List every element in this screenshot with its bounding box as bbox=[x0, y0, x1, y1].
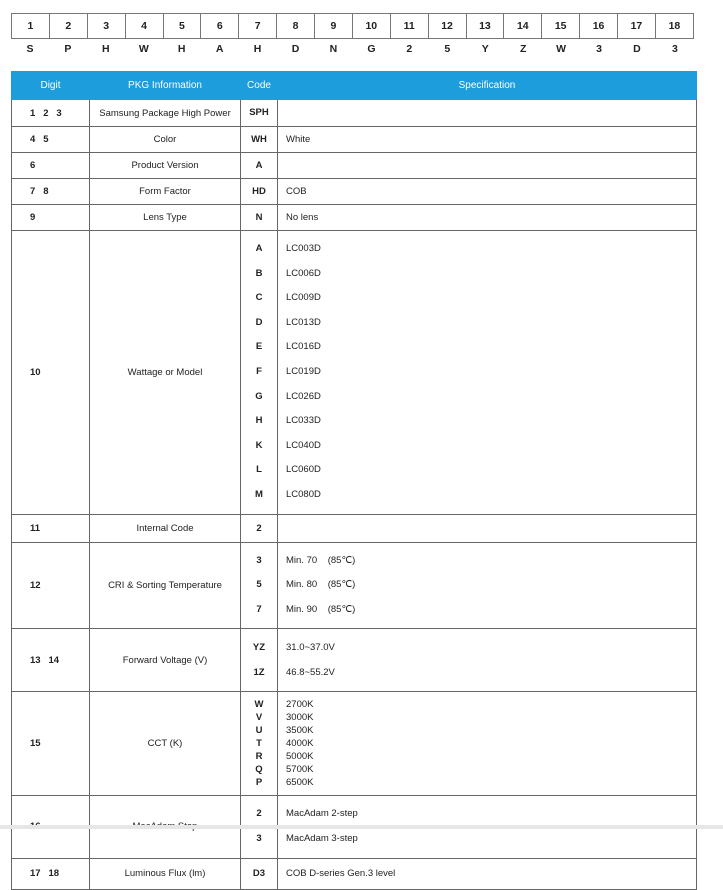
digit-letter-cell: S bbox=[26, 43, 34, 55]
specification-value bbox=[282, 515, 696, 542]
code-value: T bbox=[256, 738, 262, 750]
specification-value: LC019D bbox=[286, 366, 321, 377]
specification-value: MacAdam 3-step bbox=[286, 832, 358, 844]
digit-letter-cell: W bbox=[556, 43, 567, 55]
specification-value: 3500K bbox=[286, 725, 314, 737]
pkg-info-cell: Samsung Package High Power bbox=[90, 100, 241, 127]
specification-cell bbox=[278, 153, 697, 179]
digit-number-cell: 2 bbox=[49, 14, 87, 39]
specification-cell bbox=[278, 692, 697, 796]
code-cell bbox=[241, 100, 278, 127]
header-digit: Digit bbox=[12, 72, 90, 100]
specification-cell bbox=[278, 542, 697, 629]
digit-number-strip bbox=[11, 13, 694, 39]
specification-value: LC009D bbox=[286, 292, 321, 304]
digit-cell: 1 2 3 bbox=[12, 100, 90, 127]
code-value: A bbox=[255, 160, 263, 171]
code-cell bbox=[241, 692, 278, 796]
digit-letter-cell: D bbox=[633, 43, 641, 55]
specification-value: 3000K bbox=[286, 712, 314, 724]
digit-letter-cell: G bbox=[367, 43, 376, 55]
digit-cell: 12 bbox=[12, 542, 90, 629]
header-code: Code bbox=[241, 72, 278, 100]
digit-number-cell: 16 bbox=[580, 14, 618, 39]
digit-letter-strip bbox=[11, 39, 694, 59]
specification-value: MacAdam 2-step bbox=[286, 808, 358, 820]
specification-value bbox=[282, 153, 696, 178]
code-value: 2 bbox=[256, 808, 262, 820]
specification-value: 5000K bbox=[286, 751, 314, 763]
pkg-info-cell: Form Factor bbox=[90, 179, 241, 205]
specification-value bbox=[282, 100, 696, 126]
code-value: N bbox=[255, 212, 263, 223]
specification-value: LC013D bbox=[286, 316, 321, 328]
pkg-info-cell: Forward Voltage (V) bbox=[90, 629, 241, 692]
digit-number-cell: 9 bbox=[315, 14, 353, 39]
digit-letter-cell: 3 bbox=[596, 43, 602, 55]
pkg-info-cell: CCT (K) bbox=[90, 692, 241, 796]
specification-cell bbox=[278, 231, 697, 515]
specification-value: COB bbox=[286, 186, 307, 197]
specification-value: LC006D bbox=[286, 267, 321, 279]
code-cell bbox=[241, 205, 278, 231]
digit-letter-cell: N bbox=[329, 43, 338, 55]
specification-value: LC003D bbox=[286, 243, 321, 255]
specification-value: LC060D bbox=[286, 464, 321, 476]
specification-value: LC026D bbox=[286, 390, 321, 402]
digit-cell: 11 bbox=[12, 514, 90, 542]
code-cell bbox=[241, 231, 278, 515]
header-specification: Specification bbox=[278, 72, 697, 100]
digit-letter-row bbox=[11, 39, 694, 59]
code-value: 1Z bbox=[253, 667, 265, 679]
code-value: 2 bbox=[256, 522, 262, 534]
pkg-info-cell: Color bbox=[90, 127, 241, 153]
digit-cell: 7 8 bbox=[12, 179, 90, 205]
specification-value: 6500K bbox=[286, 777, 314, 789]
digit-number-row bbox=[12, 14, 694, 39]
digit-number-cell: 5 bbox=[163, 14, 201, 39]
digit-number-cell: 4 bbox=[125, 14, 163, 39]
digit-number-cell: 1 bbox=[12, 14, 50, 39]
digit-cell: 6 bbox=[12, 153, 90, 179]
spec-row bbox=[12, 100, 697, 127]
specification-cell bbox=[278, 127, 697, 153]
code-value: H bbox=[255, 415, 263, 427]
digit-number-cell: 3 bbox=[87, 14, 125, 39]
code-value: C bbox=[255, 292, 263, 304]
digit-number-cell: 10 bbox=[352, 14, 390, 39]
code-value: G bbox=[255, 390, 263, 402]
code-value: D3 bbox=[252, 867, 266, 879]
spec-row bbox=[12, 179, 697, 205]
spec-row bbox=[12, 858, 697, 889]
digit-cell: 17 18 bbox=[12, 858, 90, 889]
code-cell bbox=[241, 153, 278, 179]
specification-value: LC080D bbox=[286, 488, 321, 500]
code-value: P bbox=[255, 777, 263, 789]
pkg-info-cell: Product Version bbox=[90, 153, 241, 179]
digit-number-cell: 6 bbox=[201, 14, 239, 39]
code-cell bbox=[241, 127, 278, 153]
specification-value: 4000K bbox=[286, 738, 314, 750]
digit-cell: 9 bbox=[12, 205, 90, 231]
code-cell bbox=[241, 542, 278, 629]
specification-value: No lens bbox=[286, 212, 319, 223]
code-value: L bbox=[256, 464, 262, 476]
specification-value: COB D-series Gen.3 level bbox=[286, 867, 396, 879]
spec-row bbox=[12, 153, 697, 179]
digit-number-cell: 7 bbox=[239, 14, 277, 39]
digit-letter-cell: D bbox=[291, 43, 300, 55]
specification-value: LC016D bbox=[286, 341, 321, 353]
specification-cell bbox=[278, 205, 697, 231]
code-value: E bbox=[255, 341, 263, 353]
specification-cell bbox=[278, 858, 697, 889]
specification-value: 2700K bbox=[286, 699, 314, 711]
digit-number-cell: 14 bbox=[504, 14, 542, 39]
code-value: K bbox=[255, 439, 263, 451]
pkg-info-cell: Internal Code bbox=[90, 514, 241, 542]
spec-row bbox=[12, 127, 697, 153]
digit-number-cell: 12 bbox=[428, 14, 466, 39]
specification-value: Min. 70 (85℃) bbox=[286, 554, 356, 566]
digit-letter-cell: H bbox=[253, 43, 262, 55]
digit-letter-cell: H bbox=[102, 43, 110, 55]
code-value: 5 bbox=[256, 579, 262, 591]
specification-value: Min. 90 (85℃) bbox=[286, 603, 356, 615]
digit-letter-cell: W bbox=[138, 43, 149, 55]
spec-row bbox=[12, 514, 697, 542]
digit-number-cell: 8 bbox=[277, 14, 315, 39]
digit-number-cell: 13 bbox=[466, 14, 504, 39]
specification-value: White bbox=[286, 134, 311, 145]
specification-value: LC040D bbox=[286, 439, 321, 451]
part-number-spec-table bbox=[11, 71, 697, 890]
code-value: WH bbox=[251, 134, 267, 145]
digit-number-cell: 18 bbox=[655, 14, 693, 39]
code-value: 7 bbox=[256, 603, 262, 615]
pkg-info-cell: CRI & Sorting Temperature bbox=[90, 542, 241, 629]
code-cell bbox=[241, 629, 278, 692]
specification-cell bbox=[278, 514, 697, 542]
code-value: 3 bbox=[256, 832, 262, 844]
spec-row bbox=[12, 692, 697, 796]
digit-cell: 15 bbox=[12, 692, 90, 796]
header-row bbox=[12, 72, 697, 100]
code-value: YZ bbox=[252, 642, 266, 654]
digit-letter-cell: Z bbox=[519, 43, 527, 55]
page-bottom-rule bbox=[0, 825, 723, 829]
code-value: W bbox=[254, 699, 264, 711]
digit-cell: 4 5 bbox=[12, 127, 90, 153]
code-value: R bbox=[255, 751, 263, 763]
digit-letter-cell: 2 bbox=[406, 43, 413, 55]
digit-letter-cell: 5 bbox=[444, 43, 451, 55]
specification-value: 46.8~55.2V bbox=[286, 667, 335, 679]
digit-letter-cell: P bbox=[64, 43, 72, 55]
code-value: F bbox=[256, 366, 262, 377]
code-value: B bbox=[255, 267, 263, 279]
code-value: HD bbox=[252, 186, 266, 197]
pkg-info-cell: Luminous Flux (lm) bbox=[90, 858, 241, 889]
code-cell bbox=[241, 858, 278, 889]
specification-value: 5700K bbox=[286, 764, 314, 776]
code-value: 3 bbox=[256, 554, 262, 566]
header-pkg-information: PKG Information bbox=[90, 72, 241, 100]
specification-value: 31.0~37.0V bbox=[286, 642, 335, 654]
digit-number-cell: 17 bbox=[618, 14, 656, 39]
digit-letter-cell: 3 bbox=[672, 43, 678, 55]
spec-row bbox=[12, 205, 697, 231]
pkg-info-cell: Lens Type bbox=[90, 205, 241, 231]
digit-number-cell: 15 bbox=[542, 14, 580, 39]
code-value: V bbox=[255, 712, 263, 724]
digit-letter-cell: A bbox=[215, 43, 224, 55]
spec-row bbox=[12, 542, 697, 629]
spec-row bbox=[12, 629, 697, 692]
digit-cell: 10 bbox=[12, 231, 90, 515]
spec-row bbox=[12, 231, 697, 515]
specification-cell bbox=[278, 100, 697, 127]
code-value: SPH bbox=[249, 107, 269, 118]
code-value: D bbox=[255, 316, 263, 328]
specification-value: LC033D bbox=[286, 415, 321, 427]
digit-cell: 13 14 bbox=[12, 629, 90, 692]
digit-letter-cell: H bbox=[177, 43, 186, 55]
specification-value: Min. 80 (85℃) bbox=[286, 579, 356, 591]
code-value: M bbox=[255, 488, 263, 500]
code-cell bbox=[241, 514, 278, 542]
specification-cell bbox=[278, 629, 697, 692]
pkg-info-cell: Wattage or Model bbox=[90, 231, 241, 515]
code-value: U bbox=[255, 725, 263, 737]
code-cell bbox=[241, 179, 278, 205]
digit-number-cell: 11 bbox=[390, 14, 428, 39]
code-value: Q bbox=[255, 764, 263, 776]
code-value: A bbox=[255, 243, 263, 255]
specification-cell bbox=[278, 179, 697, 205]
digit-letter-cell: Y bbox=[481, 43, 489, 55]
